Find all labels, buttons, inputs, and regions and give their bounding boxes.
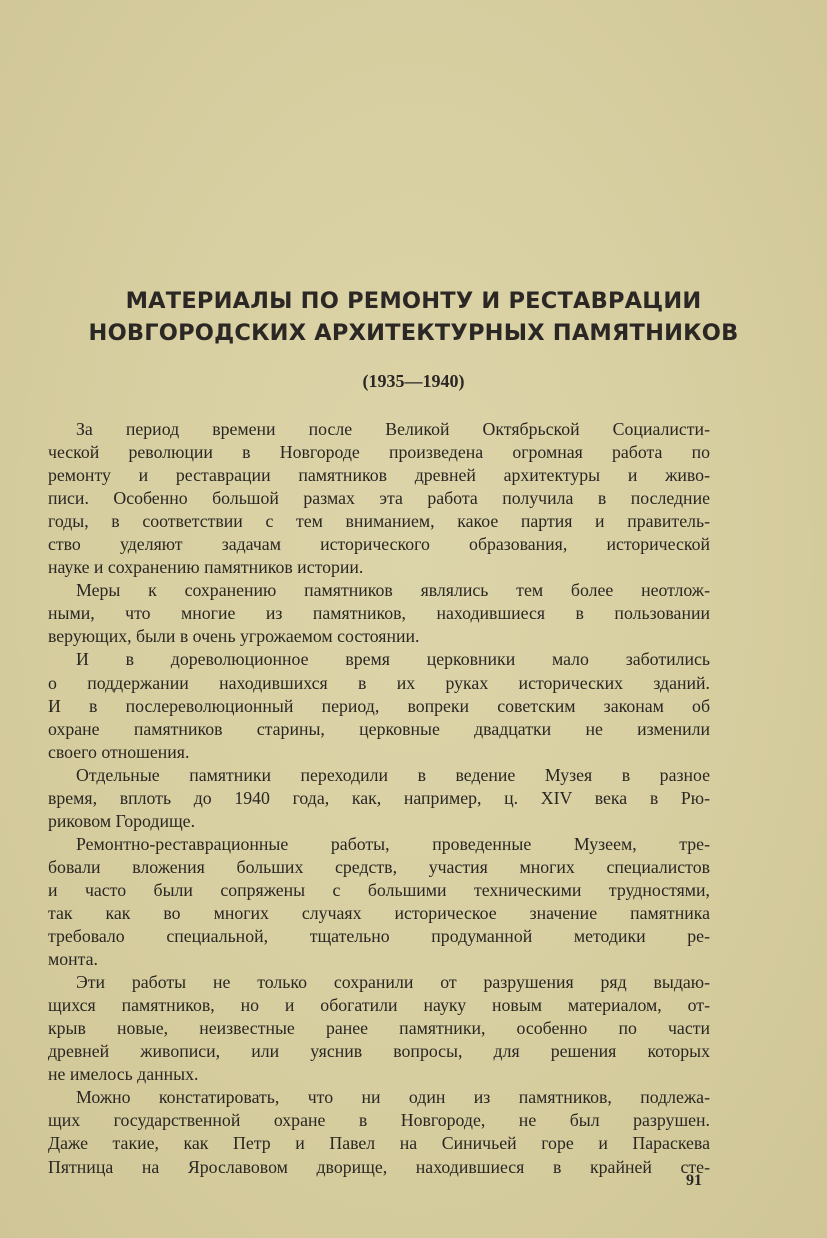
text-line: И в послереволюционный период, вопреки советским законам об xyxy=(48,695,710,716)
text-line: Эти работы не только сохранили от разрушения ряд выдаю- xyxy=(76,972,710,993)
body-text xyxy=(48,418,710,1179)
text-line: ремонту и реставрации памятников древней архитектуры и живо- xyxy=(48,465,710,486)
text-line: годы, в соответствии с тем вниманием, какое партия и правитель- xyxy=(48,511,710,532)
text-line: не имелось данных. xyxy=(48,1064,199,1085)
text-line: верующих, были в очень угрожаемом состоянии. xyxy=(48,626,420,647)
chapter-title-line-1: МАТЕРИАЛЫ ПО РЕМОНТУ И РЕСТАВРАЦИИ xyxy=(125,288,702,314)
text-line: ческой революции в Новгороде произведена огромная работа по xyxy=(48,442,710,463)
text-line: Отдельные памятники переходили в ведение Музея в разное xyxy=(76,764,710,785)
text-line: время, вплоть до 1940 года, как, например, ц. XIV века в Рю- xyxy=(48,787,710,808)
text-line: своего отношения. xyxy=(48,741,190,762)
text-line: науке и сохранению памятников истории. xyxy=(48,557,364,578)
text-line: древней живописи, или уяснив вопросы, для решения которых xyxy=(48,1041,710,1062)
text-line: Можно констатировать, что ни один из памятников, подлежа- xyxy=(76,1087,710,1108)
text-line: щихся памятников, но и обогатили науку новым материалом, от- xyxy=(48,995,710,1016)
text-line: и часто были сопряжены с большими техническими трудностями, xyxy=(48,879,710,900)
text-line: И в дореволюционное время церковники мало заботились xyxy=(76,649,710,670)
text-line: охране памятников старины, церковные двадцатки не изменили xyxy=(48,718,710,739)
text-line: ными, что многие из памятников, находившиеся в пользовании xyxy=(48,603,710,624)
text-line: крыв новые, неизвестные ранее памятники, особенно по части xyxy=(48,1018,710,1039)
text-line: о поддержании находившихся в их руках исторических зданий. xyxy=(48,672,710,693)
text-line: бовали вложения больших средств, участия многих специалистов xyxy=(48,856,710,877)
text-line: Меры к сохранению памятников являлись тем более неотлож- xyxy=(76,580,710,601)
chapter-years: (1935—1940) xyxy=(362,371,465,391)
text-line: так как во многих случаях историческое значение памятника xyxy=(48,902,710,923)
text-line: монта. xyxy=(48,949,98,970)
text-line: Ремонтно-реставрационные работы, проведенные Музеем, тре- xyxy=(76,833,710,854)
chapter-title-line-2: НОВГОРОДСКИХ АРХИТЕКТУРНЫХ ПАМЯТНИКОВ xyxy=(88,320,739,346)
text-line: Пятница на Ярославовом дворище, находившиеся в крайней сте- xyxy=(48,1156,710,1177)
text-line: риковом Городище. xyxy=(48,810,196,831)
text-line: Даже такие, как Петр и Павел на Синичьей горе и Параскева xyxy=(48,1133,710,1154)
text-line: писи. Особенно большой размах эта работа получила в последние xyxy=(48,488,710,509)
page-number: 91 xyxy=(686,1172,702,1189)
text-line: За период времени после Великой Октябрьской Социалисти- xyxy=(76,419,710,439)
text-line: требовало специальной, тщательно продуманной методики ре- xyxy=(48,926,710,947)
text-line: ство уделяют задачам исторического образования, исторической xyxy=(48,534,710,555)
text-line: щих государственной охране в Новгороде, не был разрушен. xyxy=(48,1110,710,1131)
